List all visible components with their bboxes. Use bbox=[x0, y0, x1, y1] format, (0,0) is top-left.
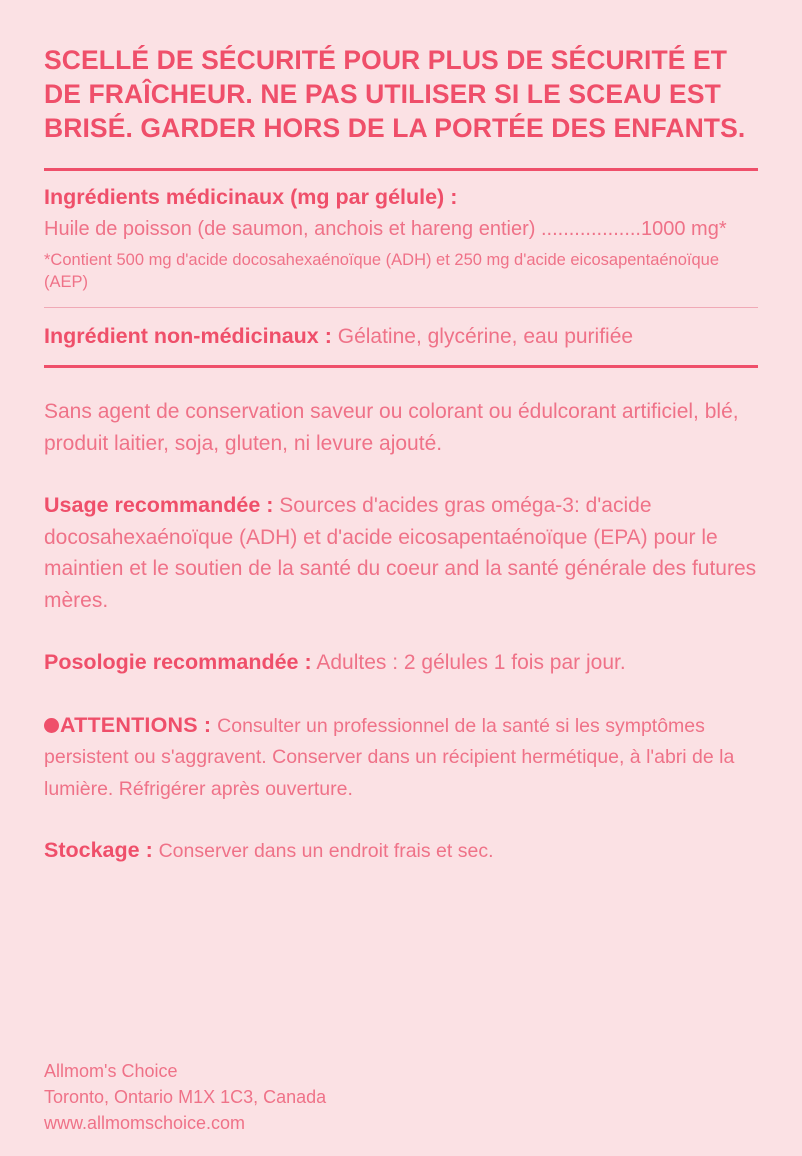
attentions-line bbox=[44, 709, 758, 805]
dosage-section bbox=[44, 646, 758, 679]
non-medicinal-ingredients-value: Gélatine, glycérine, eau purifiée bbox=[337, 324, 634, 348]
dosage-line bbox=[44, 646, 758, 679]
filled-circle-icon bbox=[44, 718, 59, 733]
usage-line bbox=[44, 489, 758, 616]
storage-line bbox=[44, 834, 758, 867]
company-name: Allmom's Choice bbox=[44, 1060, 178, 1081]
non-medicinal-ingredients-line bbox=[44, 322, 758, 351]
medicinal-ingredients-footnote: *Contient 500 mg d'acide docosahexaénoïque (ADH) et 250 mg d'acide eicosapentaénoïque (AEP) bbox=[44, 251, 720, 291]
medicinal-ingredients-heading bbox=[44, 183, 758, 212]
storage-label: Stockage : bbox=[44, 838, 153, 863]
divider-thick-bottom bbox=[44, 365, 758, 368]
attentions-section bbox=[44, 709, 758, 805]
usage-value: Sources d'acides gras oméga-3: d'acide docosahexaénoïque (ADH) et d'acide eicosapentaénoïque (EPA) pour le maintien et le soutien de la santé du coeur and la santé générale des futures mères. bbox=[44, 494, 757, 612]
usage-label: Usage recommandée : bbox=[44, 493, 274, 518]
company-info bbox=[44, 1032, 758, 1136]
attentions-value: Consulter un professionnel de la santé si les symptômes persistent ou s'aggravent. Conserver dans un récipient hermétique, à l'abri de la lumière. Réfrigérer après ouverture. bbox=[44, 714, 735, 800]
storage-value: Conserver dans un endroit frais et sec. bbox=[158, 840, 494, 863]
safety-warning-text: SCELLÉ DE SÉCURITÉ POUR PLUS DE SÉCURITÉ ET DE FRAÎCHEUR. NE PAS UTILISER SI LE SCEAU EST BRISÉ. GARDER HORS DE LA PORTÉE DES ENFANTS. bbox=[44, 45, 746, 143]
dosage-label: Posologie recommandée : bbox=[44, 650, 312, 675]
non-medicinal-ingredients-section bbox=[44, 322, 758, 351]
free-from-text: Sans agent de conservation saveur ou colorant ou édulcorant artificiel, blé, produit laitier, soja, gluten, ni levure ajouté. bbox=[44, 400, 739, 455]
medicinal-ingredients-section bbox=[44, 183, 758, 293]
medicinal-ingredients-line: Huile de poisson (de saumon, anchois et hareng entier) ..................1000 mg* bbox=[44, 218, 727, 241]
storage-section bbox=[44, 834, 758, 867]
non-medicinal-ingredients-label: Ingrédient non-médicinaux : bbox=[44, 323, 332, 348]
divider-thin bbox=[44, 307, 758, 308]
company-website: www.allmomschoice.com bbox=[44, 1112, 246, 1133]
company-address: Toronto, Ontario M1X 1C3, Canada bbox=[44, 1086, 327, 1107]
medicinal-ingredients-label: Ingrédients médicinaux (mg par gélule) : bbox=[44, 184, 458, 209]
divider-thick-top bbox=[44, 168, 758, 171]
attentions-label: ATTENTIONS : bbox=[60, 712, 212, 737]
usage-section bbox=[44, 489, 758, 616]
dosage-value: Adultes : 2 gélules 1 fois par jour. bbox=[316, 651, 626, 675]
